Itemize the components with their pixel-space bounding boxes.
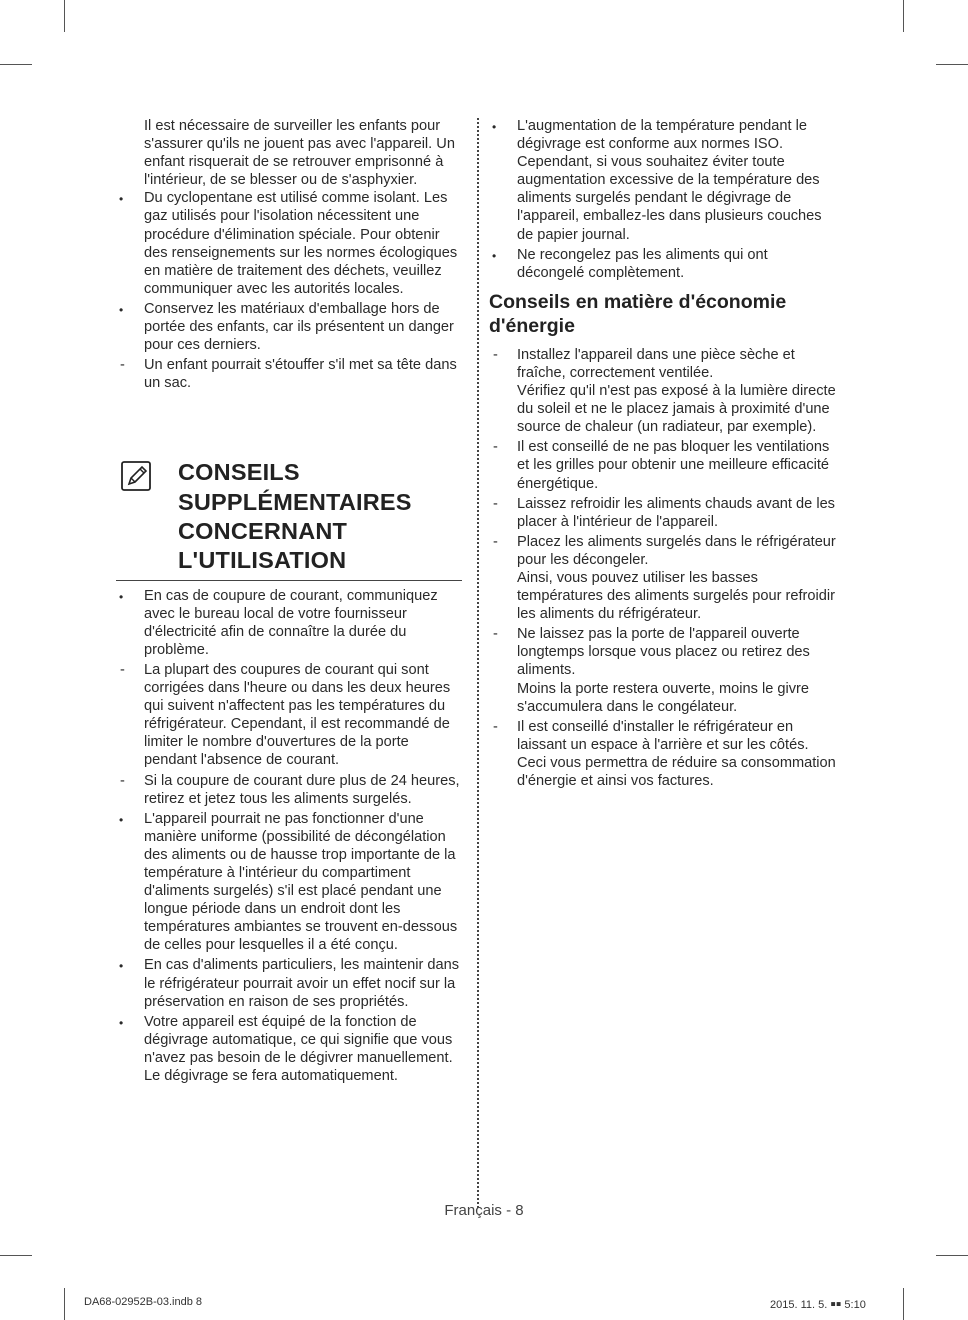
list-item-text: Ne recongelez pas les aliments qui ont décongelé complètement. (517, 246, 768, 281)
list-item (116, 300, 462, 354)
crop-mark-bottom-right-h (936, 1255, 968, 1256)
crop-mark-top-left-h (0, 64, 32, 65)
dash-marker: - (120, 772, 125, 789)
list-item (489, 438, 839, 492)
list-item-text: Si la coupure de courant dure plus de 24 heures, retirez et jetez tous les aliments surgelés. (144, 772, 460, 807)
list-item-text: Vérifiez qu'il n'est pas exposé à la lumière directe du soleil et ne le placez jamais à proximité d'une source de chaleur (un radiateur, par exemple). (517, 383, 836, 436)
crop-mark-top-right-h (936, 64, 968, 65)
print-file-info: DA68-02952B-03.indb 8 (84, 1296, 203, 1308)
list-item-text: Laissez refroidir les aliments chauds avant de les placer à l'intérieur de l'appareil. (517, 495, 835, 530)
list-item (116, 956, 462, 1010)
list-item (489, 346, 839, 436)
dash-marker: - (493, 346, 498, 363)
energy-saving-heading: Conseils en matière d'économie d'énergie (489, 290, 787, 337)
bullet-marker: • (492, 248, 497, 263)
intro-text: Il est nécessaire de surveiller les enfants pour s'assurer qu'ils ne jouent pas avec l'appareil. Un enfant risquerait de se retrouver emprisonné à l'intérieur, de se blesser ou de s'asphyxier. (144, 118, 455, 189)
dash-marker: - (493, 626, 498, 643)
dash-marker: - (493, 718, 498, 735)
left-top-list (116, 189, 462, 392)
list-item (116, 772, 462, 808)
bullet-marker: • (119, 192, 124, 207)
list-item (489, 625, 839, 715)
list-item-text: Moins la porte restera ouverte, moins le givre s'accumulera dans le congélateur. (517, 680, 810, 715)
list-item-text: La plupart des coupures de courant qui sont corrigées dans l'heure ou dans les deux heures qui suivent n'affectent pas les températures du réfrigérateur. Cependant, il est recommandé de limiter le nombre d'ouvertures de la porte pendant l'absence de courant. (144, 661, 451, 769)
section-title-line-3: CONCERNANT (178, 518, 348, 544)
list-item (116, 189, 462, 298)
list-item-text: Du cyclopentane est utilisé comme isolant. Les gaz utilisés pour l'isolation nécessitent une procédure d'élimination spéciale. Pour obtenir des renseignements sur les normes écologiques en matière de traitement des déchets, veuillez communiquer avec les autorités locales. (144, 190, 458, 297)
list-item-text: Conservez les matériaux d'emballage hors de portée des enfants, car ils présentent un danger pour ces derniers. (144, 300, 454, 354)
list-item (489, 533, 839, 623)
column-divider (477, 118, 479, 1208)
list-item-text: Il est conseillé d'installer le réfrigérateur en laissant un espace à l'arrière et sur les côtés. Ceci vous permettra de réduire sa consommation d'énergie et ainsi vos factures. (517, 718, 836, 789)
dash-marker: - (120, 357, 125, 374)
list-item-text: En cas d'aliments particuliers, les maintenir dans le réfrigérateur pourrait avoir un effet nocif sur la préservation en raison de ses propriétés. (144, 957, 460, 1010)
bullet-marker: • (119, 1015, 124, 1030)
list-item (489, 117, 839, 244)
crop-mark-bottom-left-v (64, 1288, 65, 1320)
crop-mark-bottom-left-h (0, 1255, 32, 1256)
note-pencil-icon (120, 460, 152, 492)
bullet-marker: • (492, 120, 497, 134)
crop-mark-top-left-v (64, 0, 65, 32)
crop-mark-bottom-right-v (903, 1288, 904, 1320)
bullet-marker: • (119, 959, 124, 974)
section-title-line-2: SUPPLÉMENTAIRES (178, 488, 412, 515)
list-item (116, 1013, 462, 1085)
list-item (116, 356, 462, 392)
left-column (116, 117, 462, 1087)
bullet-marker: • (119, 302, 124, 317)
list-item-text: Il est conseillé de ne pas bloquer les ventilations et les grilles pour obtenir une meilleure efficacité énergétique. (517, 439, 830, 492)
list-item-text: Votre appareil est équipé de la fonction de dégivrage automatique, ce qui signifie que vous n'avez pas besoin de le dégivrer manuellement. Le dégivrage se fera automatiquement. (144, 1013, 453, 1085)
list-item-text: L'augmentation de la température pendant le dégivrage est conforme aux normes ISO. Cependant, si vous souhaitez éviter toute augmentation excessive de la température des aliments surgelés pendant le dégivrage de l'appareil, emballez-les dans plusieurs couches de papier journal. (517, 118, 822, 243)
bullet-marker: • (119, 589, 124, 604)
list-item (116, 661, 462, 770)
list-item (489, 495, 839, 531)
dash-marker: - (493, 439, 498, 456)
list-item-text: Installez l'appareil dans une pièce sèche et fraîche, correctement ventilée. (517, 346, 795, 381)
list-item-text: Ainsi, vous pouvez utiliser les basses températures des aliments surgelés pour refroidir les aliments du réfrigérateur. (517, 569, 835, 623)
intro-paragraph (116, 117, 462, 189)
list-item-text: L'appareil pourrait ne pas fonctionner d'une manière uniforme (possibilité de décongélation des aliments ou de hausse trop importante de la température à l'intérieur du compartiment d'aliments surgelés) s'il est placé pendant une longue période dans un endroit dont les températures ambiantes se trouvent en-dessous de celles pour lesquelles il a été conçu. (144, 810, 458, 954)
dash-marker: - (493, 533, 498, 550)
section-title-line-4: L'UTILISATION (178, 547, 347, 574)
section-title-line-1: CONSEILS (178, 459, 300, 486)
page-number-label: Français - 8 (444, 1202, 524, 1219)
list-item (489, 246, 839, 282)
bullet-marker: • (119, 812, 124, 827)
dash-marker: - (120, 661, 125, 678)
list-item-text: Placez les aliments surgelés dans le réfrigérateur pour les décongeler. (517, 533, 836, 568)
section-heading (116, 458, 462, 580)
list-item (116, 587, 462, 659)
left-bottom-list (116, 587, 462, 1086)
dash-marker: - (493, 495, 498, 512)
list-item-text: En cas de coupure de courant, communiquez avec le bureau local de votre fournisseur d'électricité afin de connaître la durée du problème. (144, 587, 438, 658)
right-top-list (489, 117, 839, 282)
list-item-text: Ne laissez pas la porte de l'appareil ouverte longtemps lorsque vous placez ou retirez des aliments. (517, 626, 810, 679)
right-bottom-list (489, 346, 839, 790)
list-item (116, 810, 462, 955)
print-date-info: 2015. 11. 5. ￭￭ 5:10 (770, 1299, 866, 1311)
right-column (489, 117, 839, 792)
crop-mark-top-right-v (903, 0, 904, 32)
list-item (489, 718, 839, 790)
list-item-text: Un enfant pourrait s'étouffer s'il met sa tête dans un sac. (144, 357, 457, 392)
